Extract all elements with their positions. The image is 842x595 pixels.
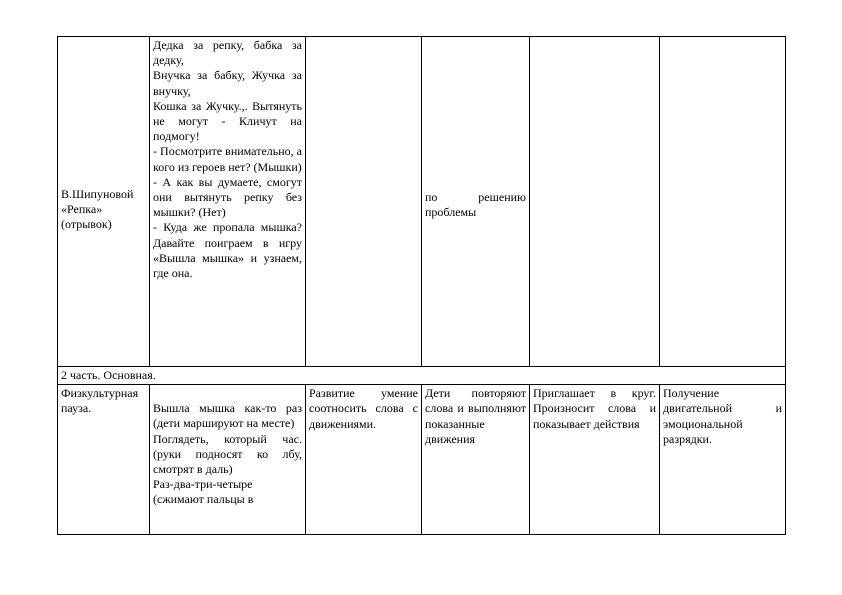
goal-cell: Развитие умение соотносить слова с движениями. (306, 385, 422, 535)
empty-cell (660, 37, 786, 367)
teacher-cell: Приглашает в круг. Произносит слова и показывает действия (530, 385, 660, 535)
poem-line: - Куда же пропала мышка? Давайте поиграем в игру «Вышла мышка» и узнаем, где она. (153, 220, 302, 281)
lesson-table (57, 36, 786, 535)
content-line: Поглядеть, который час. (руки подносят ко лбу, смотрят в даль) (153, 431, 302, 477)
poem-line: Кошка за Жучку.,. Вытянуть не могут - Кличут на подмогу! (153, 98, 302, 144)
empty-cell (530, 37, 660, 367)
source-cell (58, 37, 150, 367)
table-row (58, 37, 786, 367)
outcome-cell: Получение двигательной и эмоциональной разрядки. (660, 385, 786, 535)
poem-line: - Посмотрите внимательно, а кого из героев нет? (Мышки) (153, 144, 302, 174)
section-header: 2 часть. Основная. (58, 367, 786, 385)
content-line: Раз-два-три-четыре (сжимают пальцы в (153, 477, 254, 507)
source-note: (отрывок) (61, 217, 112, 232)
table-row (58, 367, 786, 385)
content-line: Вышла мышка как-то раз (дети маршируют на месте) (153, 401, 302, 431)
empty-cell (306, 37, 422, 367)
result-cell: по решению проблемы (422, 37, 530, 367)
content-cell (150, 385, 306, 535)
poem-line: - А как вы думаете, смогут они вытянуть репку без мышки? (Нет) (153, 174, 302, 220)
table-row (58, 385, 786, 535)
children-cell: Дети повторяют слова и выполняют показанные движения (422, 385, 530, 535)
source-author: В.Шипуновой (61, 187, 134, 201)
poem-line: Дедка за репку, бабка за дедку, (153, 38, 302, 68)
poem-line: Внучка за бабку, Жучка за внучку, (153, 68, 302, 98)
poem-cell (150, 37, 306, 367)
activity-cell: Физкультурная пауза. (58, 385, 150, 535)
source-title: «Репка» (61, 202, 103, 217)
